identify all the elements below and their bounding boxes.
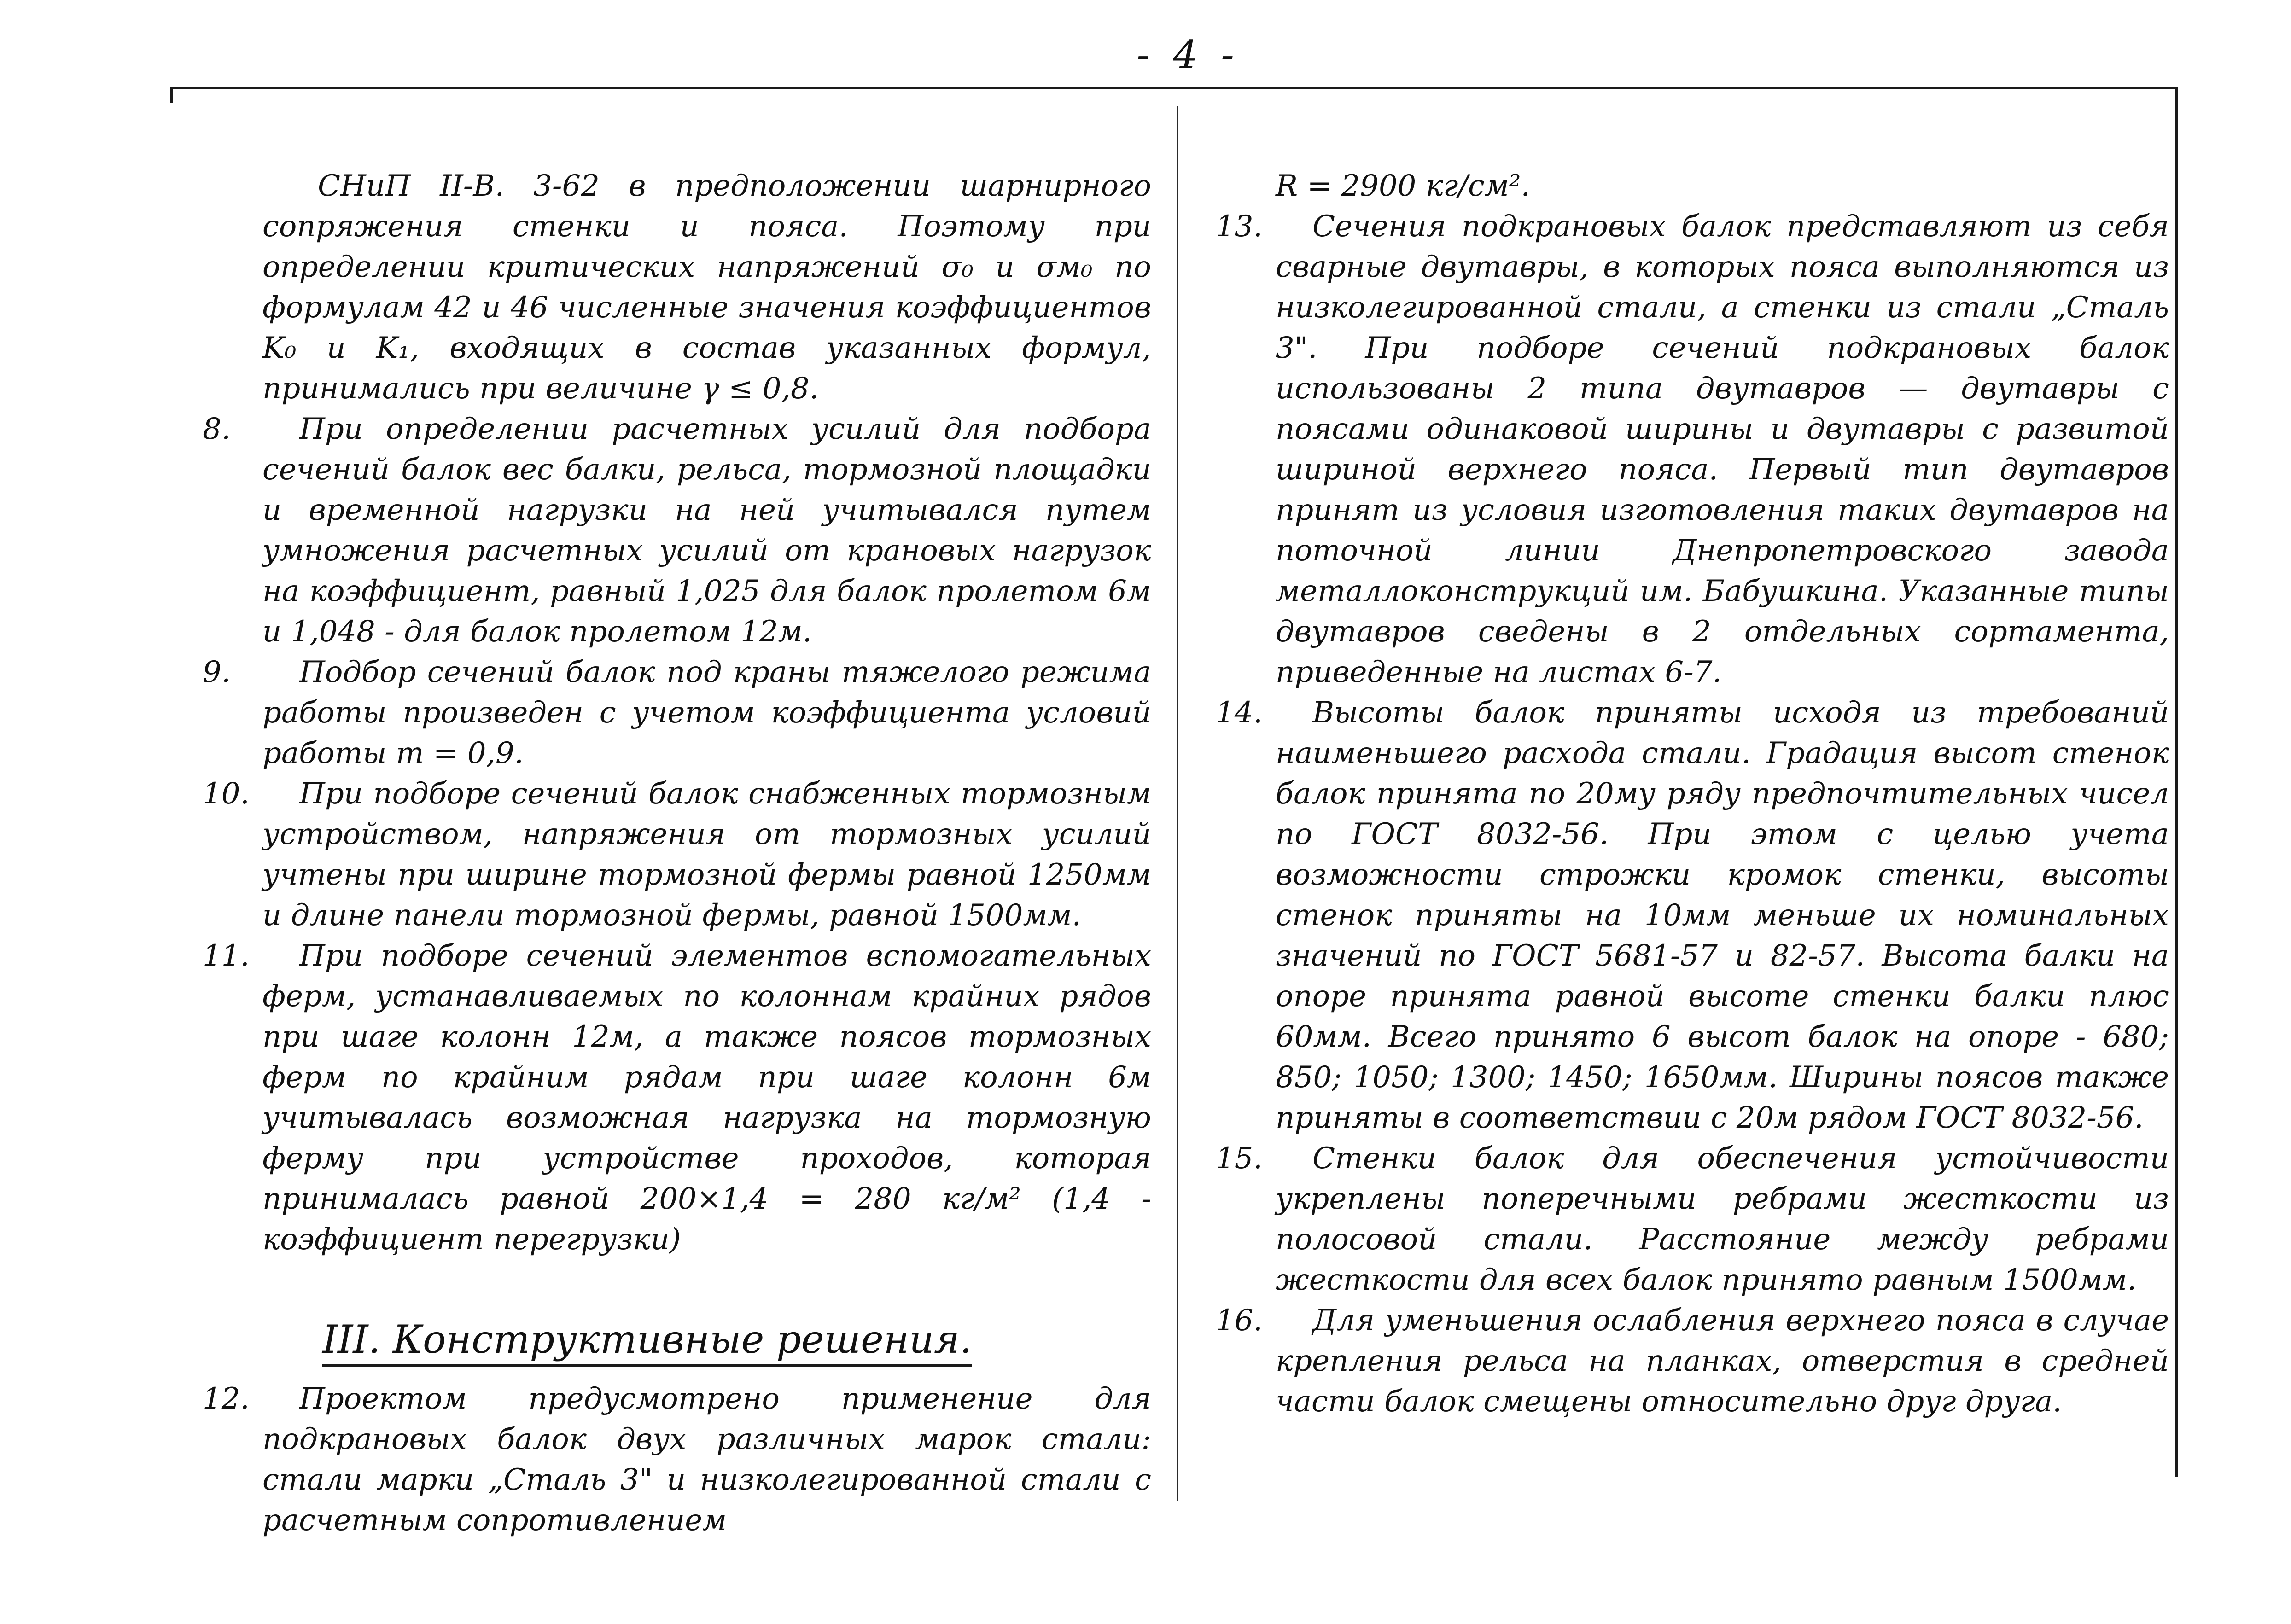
intro-paragraph: СНиП II-В. 3-62 в предположении шарнирного сопряжения стенки и пояса. Поэтому при определении критических напряжений σ₀ и σм₀ по формулам 42 и 46 численные значения коэффициентов K₀ и K₁, входящих в состав указанных формул, принимались при величине γ ≤ 0,8. — [262, 169, 1151, 406]
item-13 — [1216, 206, 2169, 693]
item-15 — [1216, 1138, 2169, 1300]
item-text: Для уменьшения ослабления верхнего пояса в случае крепления рельса на планках, отверстия в средней части балок смещены относительно друг друга. — [1276, 1304, 2169, 1419]
section-heading — [322, 1314, 1151, 1365]
item-number: 9. — [203, 655, 231, 689]
section-heading-text: III. Конструктивные решения. — [322, 1317, 972, 1367]
continuation-line: R = 2900 кг/см². — [1276, 169, 1530, 203]
item-8 — [203, 409, 1151, 652]
item-text: При подборе сечений балок снабженных тормозным устройством, напряжения от тормозных усилий учтены при ширине тормозной фермы равной 1250мм и длине панели тормозной фермы, равной 1500мм. — [262, 777, 1151, 932]
item-10 — [203, 774, 1151, 936]
item-text: Высоты балок приняты исходя из требований наименьшего расхода стали. Градация высот стенок балок принята по 20му ряду предпочтительных чисел по ГОСТ 8032-56. При этом с целью учета возможности строжки кромок стенки, высоты стенок приняты на 10мм меньше их номинальных значений по ГОСТ 5681-57 и 82-57. Высота балки на опоре принята равной высоте стенки балки плюс 60мм. Всего принято 6 высот балок на опоре - 680; 850; 1050; 1300; 1450; 1650мм. Ширины поясов также приняты в соответствии с 20м рядом ГОСТ 8032-56. — [1276, 696, 2169, 1135]
item-text: Проектом предусмотрено применение для подкрановых балок двух различных марок стали: стали марки „Сталь 3" и низколегированной стали с расчетным сопротивлением — [262, 1382, 1151, 1537]
item-number: 8. — [203, 412, 231, 446]
item-number: 12. — [203, 1382, 250, 1416]
right-column — [1216, 166, 2169, 1422]
frame-top-border — [170, 87, 2178, 89]
item-text: При подборе сечений элементов вспомогательных ферм, устанавливаемых по колоннам крайних рядов при шаге колонн 12м, а также поясов тормозных ферм по крайним рядам при шаге колонн 6м учитывалась возможная нагрузка на тормозную ферму при устройстве проходов, которая принималась равной 200×1,4 = 280 кг/м² (1,4 - коэффициент перегрузки) — [262, 939, 1151, 1257]
frame-right-border — [2175, 87, 2178, 1477]
item-number: 14. — [1216, 696, 1263, 730]
item-number: 16. — [1216, 1304, 1263, 1338]
item-9 — [203, 652, 1151, 774]
item-number: 10. — [203, 777, 250, 811]
item-text: Сечения подкрановых балок представляют из себя сварные двутавры, в которых пояса выполняются из низколегированной стали, а стенки из стали „Сталь 3". При подборе сечений подкрановых балок использованы 2 типа двутавров — двутавры с поясами одинаковой ширины и двутавры с развитой шириной верхнего пояса. Первый тип двутавров принят из условия изготовления таких двутавров на поточной линии Днепропетровского завода металлоконструкций им. Бабушкина. Указанные типы двутавров сведены в 2 отдельных сортамента, приведенные на листах 6-7. — [1276, 210, 2169, 689]
item-number: 13. — [1216, 210, 1263, 244]
frame-left-tick — [170, 87, 173, 103]
item-16 — [1216, 1300, 2169, 1422]
column-divider — [1177, 106, 1178, 1501]
item-12 — [203, 1379, 1151, 1541]
item-text: При определении расчетных усилий для подбора сечений балок вес балки, рельса, тормозной площадки и временной нагрузки на ней учитывался путем умножения расчетных усилий от крановых нагрузок на коэффициент, равный 1,025 для балок пролетом 6м и 1,048 - для балок пролетом 12м. — [262, 412, 1151, 649]
left-column — [203, 166, 1151, 1541]
item-14 — [1216, 693, 2169, 1138]
item-number: 11. — [203, 939, 250, 973]
item-number: 15. — [1216, 1141, 1263, 1176]
page-number: - 4 - — [1137, 32, 1240, 77]
item-text: Стенки балок для обеспечения устойчивости укреплены поперечными ребрами жесткости из полосовой стали. Расстояние между ребрами жесткости для всех балок принято равным 1500мм. — [1276, 1141, 2169, 1297]
item-11 — [203, 936, 1151, 1260]
item-text: Подбор сечений балок под краны тяжелого режима работы произведен с учетом коэффициента условий работы m = 0,9. — [262, 655, 1151, 770]
